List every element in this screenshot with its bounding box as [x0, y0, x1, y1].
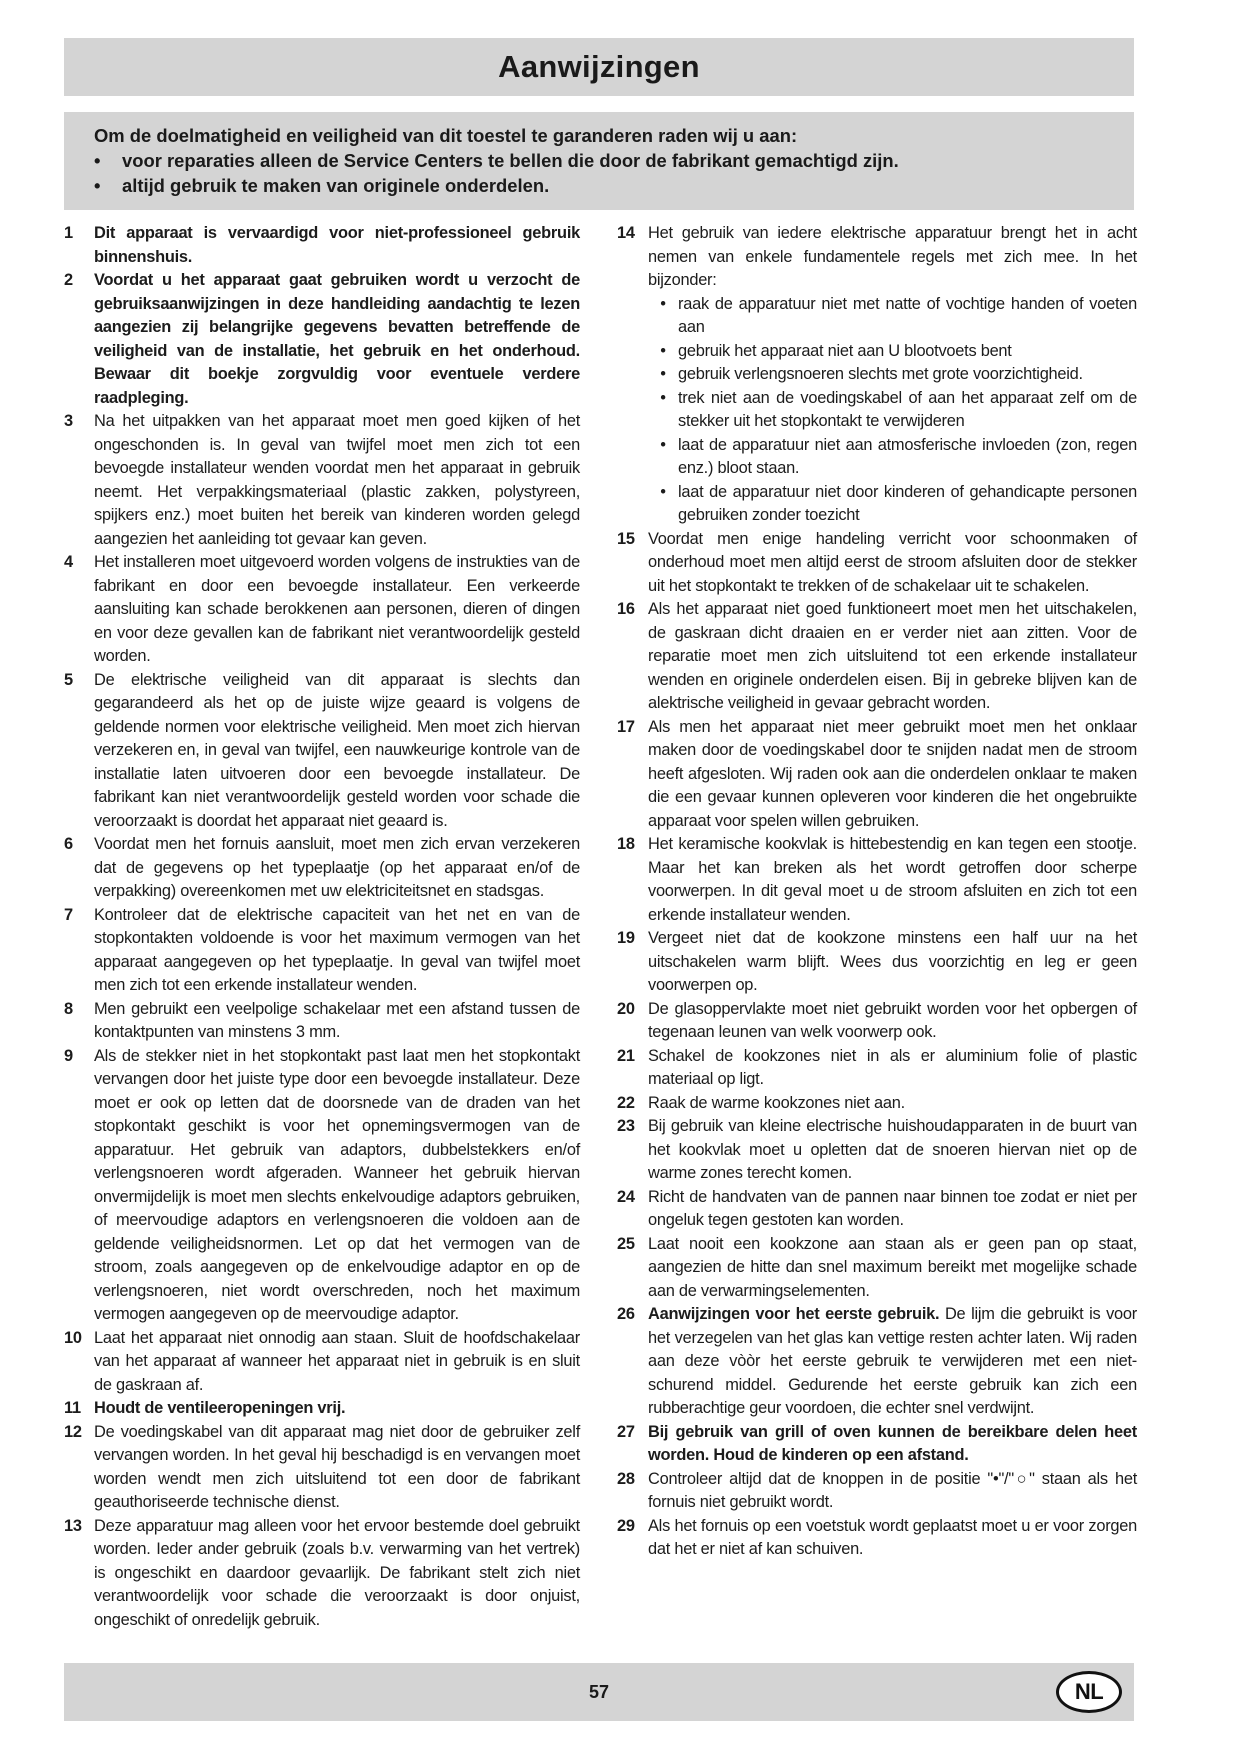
list-item	[64, 998, 580, 1045]
item-number: 7	[64, 905, 73, 924]
sub-item	[648, 387, 1137, 434]
list-item	[617, 833, 1137, 927]
item-text: Voordat u het apparaat gaat gebruiken wordt u verzocht de gebruiksaanwijzingen in deze handleiding aandachtig te lezen aangezien zij belangrijke gegevens bevatten betreffende de veiligheid van de installatie, het gebruik en het onderhoud. Bewaar dit boekje zorgvuldig voor eventuele verdere raadpleging.	[94, 271, 580, 407]
list-item	[617, 222, 1137, 528]
item-number: 9	[64, 1046, 73, 1065]
item-text: Bij gebruik van kleine electrische huishoudapparaten in de buurt van het kookvlak moet u opletten dat de snoeren hiervan niet op de warme zones terecht komen.	[648, 1117, 1137, 1182]
item-text: Als het fornuis op een voetstuk wordt geplaatst moet u er voor zorgen dat het er niet af kan schuiven.	[648, 1516, 1137, 1558]
item-number: 28	[617, 1469, 635, 1488]
list-item	[617, 927, 1137, 998]
item-number: 3	[64, 412, 73, 430]
item-text: De elektrische veiligheid van dit apparaat is slechts dan gegarandeerd als het op de juiste wijze geaard is volgens de geldende normen voor elektrische veiligheid. Men moet zich hiervan verzekeren en, in geval van twijfel, een nauwkeurige kontrole van de installatie laten uitvoeren door een bevoegde installateur. De fabrikant kan niet verantwoordelijk gesteld worden voor schade die veroorzaakt is doordat het apparaat niet geaard is.	[94, 670, 580, 830]
item-number: 8	[64, 999, 73, 1018]
item-text: Schakel de kookzones niet in als er aluminium folie of plastic materiaal op ligt.	[648, 1046, 1137, 1088]
item-text: Men gebruikt een veelpolige schakelaar met een afstand tussen de kontaktpunten van minstens 3 mm.	[94, 999, 580, 1041]
list-item	[64, 669, 580, 834]
list-item	[64, 833, 580, 904]
bullet-icon: •	[660, 435, 666, 454]
list-item	[64, 269, 580, 410]
list-item	[64, 551, 580, 669]
sub-item	[648, 340, 1137, 364]
right-column	[617, 222, 1137, 1562]
item-number: 18	[617, 835, 635, 853]
bullet-icon: •	[94, 175, 101, 196]
item-text: Raak de warme kookzones niet aan.	[648, 1093, 905, 1112]
bullet-icon: •	[660, 294, 666, 313]
item-text: Kontroleer dat de elektrische capaciteit van het net en van de stopkontakten voldoende is voor het maximum vermogen van het apparaat aangegeven op het typeplaatje. In geval van twijfel moet men zich tot een erkende installateur wenden.	[94, 905, 580, 994]
left-column	[64, 222, 580, 1632]
item-number: 5	[64, 670, 73, 689]
item-number: 26	[617, 1305, 635, 1323]
sub-item	[648, 434, 1137, 481]
item-number: 4	[64, 553, 73, 571]
item-number: 21	[617, 1046, 635, 1065]
list-item	[617, 1115, 1137, 1186]
item-text: Voordat men enige handeling verricht voor schoonmaken of onderhoud moet men altijd eerst de stroom afsluiten door de stekker uit het stopkontakt te trekken of de schakelaar uit te schakelen.	[648, 529, 1137, 595]
item-number: 22	[617, 1093, 635, 1112]
item-lead: Aanwijzingen voor het eerste gebruik.	[648, 1305, 940, 1323]
item-number: 29	[617, 1516, 635, 1535]
item-text: Houdt de ventileeropeningen vrij.	[94, 1399, 346, 1417]
list-item	[64, 410, 580, 551]
item-text: Richt de handvaten van de pannen naar binnen toe zodat er niet per ongeluk tegen gestoten kan worden.	[648, 1187, 1137, 1229]
item-text: Bij gebruik van grill of oven kunnen de bereikbare delen heet worden. Houd de kinderen op een afstand.	[648, 1422, 1137, 1464]
item-text: Als men het apparaat niet meer gebruikt moet men het onklaar maken door de voedingskabel door te snijden nadat men de stroom heeft afgesloten. Wij raden ook aan die onderdelen onklaar te maken die een gevaar kunnen opleveren voor kinderen die het ongebruikte apparaat voor spelen willen gebruiken.	[648, 717, 1137, 830]
list-item	[64, 1327, 580, 1398]
sub-item-text: raak de apparatuur niet met natte of vochtige handen of voeten aan	[678, 294, 1137, 336]
list-item	[617, 1045, 1137, 1092]
intro-bullet-text: altijd gebruik te maken van originele onderdelen.	[122, 175, 550, 196]
page-title: Aanwijzingen	[498, 49, 700, 84]
list-item	[617, 598, 1137, 716]
item-number: 15	[617, 529, 635, 548]
item-number: 16	[617, 600, 635, 618]
item-number: 6	[64, 835, 73, 853]
list-item	[64, 904, 580, 998]
list-item	[617, 1186, 1137, 1233]
item-text: De lijm die gebruikt is voor het verzegelen van het glas kan vettige resten achter laten. Wij raden aan deze vòòr het eerste gebruik te verwijderen met een niet-schurend middel. Gedurende het eerste gebruik kan zich een rubberachtige geur voordoen, die echter snel verdwijnt.	[648, 1305, 1137, 1417]
intro-box	[64, 112, 1134, 210]
sub-item-text: gebruik verlengsnoeren slechts met grote voorzichtigheid.	[678, 365, 1083, 383]
item-number: 1	[64, 224, 73, 242]
item-text: Het installeren moet uitgevoerd worden volgens de instrukties van de fabrikant en door een bevoegde installateur. Een verkeerde aansluiting kan schade berokkenen aan personen, dieren of dingen en voor deze gevallen kan de fabrikant niet verantwoordelijk gesteld worden.	[94, 553, 580, 665]
item-text: Als het apparaat niet goed funktioneert moet men het uitschakelen, de gaskraan dicht draaien en er verder niet aan zitten. Voor de reparatie moet men zich uitsluitend tot een erkende installateur wenden en originele onderdelen eisen. Bij in gebreke blijven kan de alektrische veiligheid in gevaar gebracht worden.	[648, 600, 1137, 712]
list-item	[617, 1233, 1137, 1304]
item-number: 2	[64, 271, 73, 289]
list-item	[64, 1421, 580, 1515]
item-number: 23	[617, 1117, 635, 1135]
item-text: Het gebruik van iedere elektrische apparatuur brengt het in acht nemen van enkele fundamentele regels met zich mee. In het bijzonder:	[648, 224, 1137, 289]
item-text: Na het uitpakken van het apparaat moet men goed kijken of het ongeschonden is. In geval van twijfel moet men zich tot een bevoegde installateur wenden voordat men het apparaat in gebruik neemt. Het verpakkingsmateriaal (plastic zakken, polystyreen, spijkers enz.) moet buiten het bereik van kinderen worden gelegd aangezien het aanleiding tot gevaar kan geven.	[94, 412, 580, 548]
intro-bullet	[94, 148, 1114, 173]
item-number: 17	[617, 717, 635, 736]
sub-item-text: laat de apparatuur niet aan atmosferische invloeden (zon, regen enz.) bloot staan.	[678, 435, 1137, 477]
item-number: 12	[64, 1422, 82, 1441]
item-number: 10	[64, 1328, 82, 1347]
sub-item	[648, 293, 1137, 340]
item-number: 24	[617, 1187, 635, 1206]
list-item	[617, 1092, 1137, 1116]
list-item	[64, 1045, 580, 1327]
sub-item	[648, 363, 1137, 387]
list-item	[64, 1515, 580, 1633]
bullet-icon: •	[94, 150, 101, 171]
bullet-icon: •	[660, 341, 666, 360]
list-item	[617, 1515, 1137, 1562]
list-item	[617, 528, 1137, 599]
bullet-icon: •	[660, 482, 666, 501]
title-bar	[64, 38, 1134, 96]
item-text: Als de stekker niet in het stopkontakt past laat men het stopkontakt vervangen door het juiste type door een bevoegde installateur. Deze moet er ook op letten dat de doorsnede van de draden van het stopkontakt geschikt is voor het opnemingsvermogen van de apparatuur. Het gebruik van adaptors, dubbelstekkers en/of verlengsnoeren wordt afgeraden. Wanneer het gebruik hiervan onvermijdelijk is moet men slechts enkelvoudige adaptors gebruiken, of meervoudige adaptors en verlengsnoeren die voldoen aan de geldende veiligheidsnormen. Let op dat het vermogen van de stroom, zoals aangegeven op de enkelvoudige adaptor en op de verlengsnoeren, niet wordt overschreden, noch het maximum vermogen aangegeven op de meervoudige adaptor.	[94, 1046, 580, 1323]
list-item	[617, 716, 1137, 834]
item-text: Voordat men het fornuis aansluit, moet men zich ervan verzekeren dat de gegevens op het typeplaatje (op het apparaat en/of de verpakking) overeenkomen met uw elektriciteitsnet en stadsgas.	[94, 835, 580, 900]
sub-item-text: trek niet aan de voedingskabel of aan het apparaat zelf om de stekker uit het stopkontakt te verwijderen	[678, 388, 1137, 430]
footer-bar	[64, 1663, 1134, 1721]
item-text: Het keramische kookvlak is hittebestendig en kan tegen een stootje. Maar het kan breken als het wordt getroffen door scherpe voorwerpen. In dit geval moet u de stroom afsluiten en zich tot een erkende installateur wenden.	[648, 835, 1137, 924]
list-item	[617, 998, 1137, 1045]
intro-lead: Om de doelmatigheid en veiligheid van dit toestel te garanderen raden wij u aan:	[94, 125, 798, 146]
item-text: Laat nooit een kookzone aan staan als er geen pan op staat, aangezien de hitte dan snel maximum bereikt met mogelijke schade aan de verwarmingselementen.	[648, 1234, 1137, 1300]
item-number: 19	[617, 929, 635, 947]
bullet-icon: •	[660, 388, 666, 407]
page-number: 57	[588, 1682, 610, 1702]
item-number: 20	[617, 999, 635, 1018]
item-text: De glasoppervlakte moet niet gebruikt worden voor het opbergen of tegenaan leunen van welk voorwerp ook.	[648, 999, 1137, 1041]
item-number: 11	[64, 1399, 81, 1417]
item-text: Deze apparatuur mag alleen voor het ervoor bestemde doel gebruikt worden. Ieder ander gebruik (zoals b.v. verwarming van het vertrek) is ongeschikt en daardoor gevaarlijk. De fabrikant stelt zich niet verantwoordelijk voor schade die veroorzaakt is door onjuist, ongeschikt of onredelijk gebruik.	[94, 1516, 580, 1629]
item-number: 13	[64, 1516, 82, 1535]
bullet-icon: •	[660, 365, 666, 383]
item-text: Controleer altijd dat de knoppen in de positie "•"/"○" staan als het fornuis niet gebruikt wordt.	[648, 1469, 1137, 1511]
intro-bullet-text: voor reparaties alleen de Service Centers te bellen die door de fabrikant gemachtigd zijn.	[122, 150, 899, 171]
sub-item	[648, 481, 1137, 528]
intro-bullet	[94, 173, 1114, 198]
item-text: Dit apparaat is vervaardigd voor niet-professioneel gebruik binnenshuis.	[94, 224, 580, 266]
item-number: 14	[617, 224, 635, 242]
item-text: De voedingskabel van dit apparaat mag niet door de gebruiker zelf vervangen worden. In het geval hij beschadigd is en vervangen moet worden wendt men zich uitsluitend tot een door de fabrikant geauthoriseerde technische dienst.	[94, 1422, 580, 1511]
list-item	[617, 1468, 1137, 1515]
language-badge: NL	[1056, 1671, 1122, 1713]
list-item	[64, 222, 580, 269]
list-item	[617, 1421, 1137, 1468]
list-item	[64, 1397, 580, 1421]
item-number: 25	[617, 1234, 635, 1253]
sub-item-text: gebruik het apparaat niet aan U blootvoets bent	[678, 341, 1012, 360]
list-item	[617, 1303, 1137, 1421]
item-text: Vergeet niet dat de kookzone minstens een half uur na het uitschakelen warm blijft. Wees dus voorzichtig en leg er geen voorwerpen op.	[648, 929, 1137, 994]
item-text: Laat het apparaat niet onnodig aan staan. Sluit de hoofdschakelaar van het apparaat af wanneer het apparaat niet in gebruik is en sluit de gaskraan af.	[94, 1328, 580, 1394]
item-number: 27	[617, 1422, 635, 1441]
sub-item-text: laat de apparatuur niet door kinderen of gehandicapte personen gebruiken zonder toezicht	[678, 482, 1137, 524]
